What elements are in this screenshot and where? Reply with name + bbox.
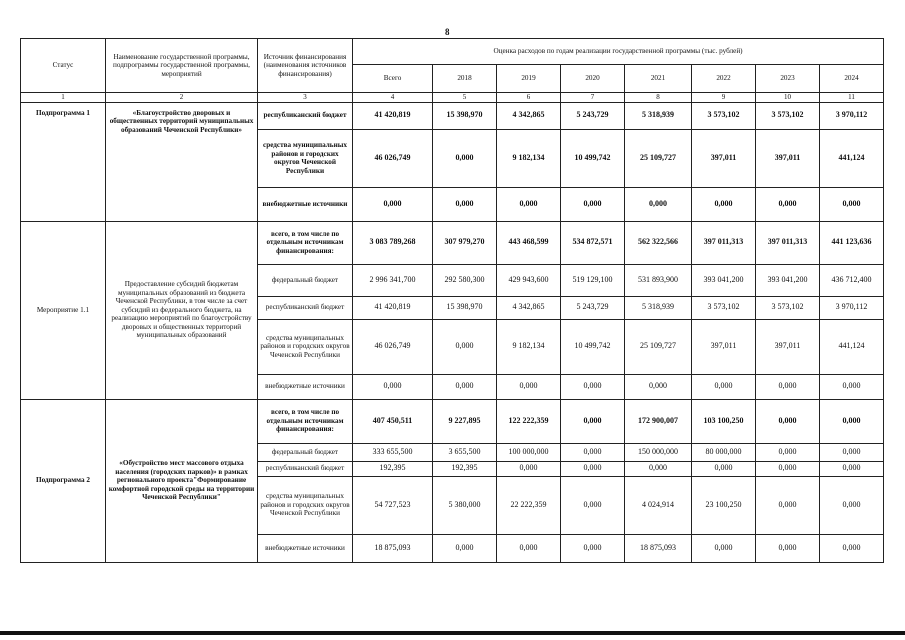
amount-cell: 172 900,007 (625, 399, 692, 443)
amount-cell: 3 573,102 (756, 102, 820, 129)
program-name-cell: «Обустройство мест массового отдыха населения (городских парков)» в рамках регионального проекта"Формирование комфортной городской среды на территории Чеченской Республики" (106, 399, 258, 562)
column-index-cell: 10 (756, 93, 820, 103)
amount-cell: 0,000 (820, 476, 884, 534)
column-index-cell: 6 (497, 93, 561, 103)
amount-cell: 4 342,865 (497, 296, 561, 319)
amount-cell: 397,011 (756, 129, 820, 187)
amount-cell: 436 712,400 (820, 264, 884, 296)
column-index-row (21, 93, 884, 103)
amount-cell: 393 041,200 (756, 264, 820, 296)
header-source: Источник финансирования (наименования источников финансирования) (258, 39, 353, 93)
table-row (21, 221, 884, 264)
amount-cell: 3 083 789,268 (353, 221, 433, 264)
amount-cell: 22 222,359 (497, 476, 561, 534)
amount-cell: 192,395 (353, 461, 433, 476)
amount-cell: 441,124 (820, 319, 884, 374)
amount-cell: 333 655,500 (353, 443, 433, 461)
amount-cell: 80 000,000 (692, 443, 756, 461)
amount-cell: 18 875,093 (625, 534, 692, 562)
amount-cell: 0,000 (820, 534, 884, 562)
funding-source-cell: федеральный бюджет (258, 264, 353, 296)
amount-cell: 9 227,895 (433, 399, 497, 443)
header-column-2018: 2018 (433, 65, 497, 93)
amount-cell: 0,000 (756, 399, 820, 443)
amount-cell: 25 109,727 (625, 319, 692, 374)
amount-cell: 0,000 (561, 534, 625, 562)
amount-cell: 429 943,600 (497, 264, 561, 296)
status-cell: Подпрограмма 1 (21, 102, 106, 221)
amount-cell: 192,395 (433, 461, 497, 476)
amount-cell: 0,000 (692, 374, 756, 399)
amount-cell: 397 011,313 (756, 221, 820, 264)
funding-source-cell: республиканский бюджет (258, 102, 353, 129)
amount-cell: 0,000 (756, 187, 820, 221)
table-row (21, 399, 884, 443)
column-index-cell: 1 (21, 93, 106, 103)
status-cell: Подпрограмма 2 (21, 399, 106, 562)
amount-cell: 5 380,000 (433, 476, 497, 534)
amount-cell: 0,000 (561, 374, 625, 399)
page-number: 8 (445, 27, 450, 37)
amount-cell: 397,011 (756, 319, 820, 374)
program-name-cell: «Благоустройство дворовых и общественных территорий муниципальных образований Чеченской Республики» (106, 102, 258, 221)
funding-source-cell: федеральный бюджет (258, 443, 353, 461)
amount-cell: 122 222,359 (497, 399, 561, 443)
funding-source-cell: всего, в том числе по отдельным источникам финансирования: (258, 221, 353, 264)
amount-cell: 0,000 (433, 319, 497, 374)
amount-cell: 0,000 (433, 534, 497, 562)
amount-cell: 397,011 (692, 319, 756, 374)
header-program-name: Наименование государственной программы, подпрограммы государственной программы, мероприятий (106, 39, 258, 93)
amount-cell: 15 398,970 (433, 102, 497, 129)
amount-cell: 150 000,000 (625, 443, 692, 461)
column-index-cell: 7 (561, 93, 625, 103)
amount-cell: 3 573,102 (756, 296, 820, 319)
header-status: Статус (21, 39, 106, 93)
amount-cell: 0,000 (561, 399, 625, 443)
amount-cell: 3 970,112 (820, 296, 884, 319)
amount-cell: 562 322,566 (625, 221, 692, 264)
amount-cell: 25 109,727 (625, 129, 692, 187)
amount-cell: 0,000 (625, 374, 692, 399)
status-cell: Мероприятие 1.1 (21, 221, 106, 399)
amount-cell: 23 100,250 (692, 476, 756, 534)
scan-bottom-bar (0, 631, 905, 635)
amount-cell: 0,000 (433, 129, 497, 187)
amount-cell: 407 450,511 (353, 399, 433, 443)
amount-cell: 10 499,742 (561, 319, 625, 374)
column-index-cell: 4 (353, 93, 433, 103)
column-index-cell: 8 (625, 93, 692, 103)
amount-cell: 3 655,500 (433, 443, 497, 461)
funding-source-cell: внебюджетные источники (258, 534, 353, 562)
header-column-2019: 2019 (497, 65, 561, 93)
funding-source-cell: средства муниципальных районов и городских округов Чеченской Республики (258, 129, 353, 187)
amount-cell: 0,000 (756, 534, 820, 562)
header-estimate: Оценка расходов по годам реализации государственной программы (тыс. рублей) (353, 39, 884, 65)
amount-cell: 0,000 (497, 534, 561, 562)
amount-cell: 0,000 (353, 374, 433, 399)
funding-source-cell: средства муниципальных районов и городских округов Чеченской Республики (258, 476, 353, 534)
header-column-2020: 2020 (561, 65, 625, 93)
amount-cell: 18 875,093 (353, 534, 433, 562)
amount-cell: 2 996 341,700 (353, 264, 433, 296)
amount-cell: 292 580,300 (433, 264, 497, 296)
amount-cell: 0,000 (497, 461, 561, 476)
amount-cell: 0,000 (756, 476, 820, 534)
amount-cell: 54 727,523 (353, 476, 433, 534)
amount-cell: 0,000 (820, 443, 884, 461)
amount-cell: 4 024,914 (625, 476, 692, 534)
amount-cell: 10 499,742 (561, 129, 625, 187)
amount-cell: 0,000 (756, 374, 820, 399)
amount-cell: 5 318,939 (625, 102, 692, 129)
funding-source-cell: внебюджетные источники (258, 374, 353, 399)
amount-cell: 441 123,636 (820, 221, 884, 264)
amount-cell: 0,000 (692, 534, 756, 562)
amount-cell: 0,000 (561, 187, 625, 221)
amount-cell: 0,000 (820, 187, 884, 221)
amount-cell: 100 000,000 (497, 443, 561, 461)
amount-cell: 0,000 (756, 443, 820, 461)
amount-cell: 46 026,749 (353, 129, 433, 187)
funding-source-cell: всего, в том числе по отдельным источникам финансирования: (258, 399, 353, 443)
program-name-cell: Предоставление субсидий бюджетам муниципальных образований из бюджета Чеченской Республики, в том числе за счет субсидий из федерального бюджета, на реализацию мероприятий по благоустройству дворовых и общественных территорий муниципальных образований (106, 221, 258, 399)
amount-cell: 5 243,729 (561, 102, 625, 129)
amount-cell: 103 100,250 (692, 399, 756, 443)
amount-cell: 15 398,970 (433, 296, 497, 319)
amount-cell: 9 182,134 (497, 319, 561, 374)
amount-cell: 443 468,599 (497, 221, 561, 264)
amount-cell: 0,000 (692, 187, 756, 221)
funding-source-cell: республиканский бюджет (258, 461, 353, 476)
header-column-2021: 2021 (625, 65, 692, 93)
amount-cell: 5 318,939 (625, 296, 692, 319)
amount-cell: 0,000 (561, 443, 625, 461)
amount-cell: 3 573,102 (692, 102, 756, 129)
amount-cell: 9 182,134 (497, 129, 561, 187)
amount-cell: 531 893,900 (625, 264, 692, 296)
amount-cell: 0,000 (820, 461, 884, 476)
amount-cell: 0,000 (433, 187, 497, 221)
amount-cell: 3 970,112 (820, 102, 884, 129)
amount-cell: 3 573,102 (692, 296, 756, 319)
header-column-2022: 2022 (692, 65, 756, 93)
amount-cell: 0,000 (820, 399, 884, 443)
budget-table (20, 38, 884, 563)
amount-cell: 519 129,100 (561, 264, 625, 296)
header-column-2024: 2024 (820, 65, 884, 93)
column-index-cell: 5 (433, 93, 497, 103)
amount-cell: 4 342,865 (497, 102, 561, 129)
amount-cell: 441,124 (820, 129, 884, 187)
header-column-Всего: Всего (353, 65, 433, 93)
amount-cell: 0,000 (497, 374, 561, 399)
amount-cell: 0,000 (756, 461, 820, 476)
header-column-2023: 2023 (756, 65, 820, 93)
column-index-cell: 2 (106, 93, 258, 103)
funding-source-cell: республиканский бюджет (258, 296, 353, 319)
amount-cell: 397 011,313 (692, 221, 756, 264)
column-index-cell: 11 (820, 93, 884, 103)
amount-cell: 5 243,729 (561, 296, 625, 319)
amount-cell: 0,000 (353, 187, 433, 221)
table-body (21, 102, 884, 562)
amount-cell: 46 026,749 (353, 319, 433, 374)
table-row (21, 102, 884, 129)
amount-cell: 307 979,270 (433, 221, 497, 264)
column-index-cell: 9 (692, 93, 756, 103)
amount-cell: 0,000 (625, 461, 692, 476)
amount-cell: 534 872,571 (561, 221, 625, 264)
amount-cell: 0,000 (433, 374, 497, 399)
funding-source-cell: средства муниципальных районов и городских округов Чеченской Республики (258, 319, 353, 374)
amount-cell: 41 420,819 (353, 296, 433, 319)
amount-cell: 0,000 (820, 374, 884, 399)
amount-cell: 0,000 (561, 476, 625, 534)
column-index-cell: 3 (258, 93, 353, 103)
funding-source-cell: внебюджетные источники (258, 187, 353, 221)
amount-cell: 0,000 (625, 187, 692, 221)
amount-cell: 0,000 (561, 461, 625, 476)
amount-cell: 41 420,819 (353, 102, 433, 129)
amount-cell: 393 041,200 (692, 264, 756, 296)
amount-cell: 397,011 (692, 129, 756, 187)
amount-cell: 0,000 (497, 187, 561, 221)
amount-cell: 0,000 (692, 461, 756, 476)
